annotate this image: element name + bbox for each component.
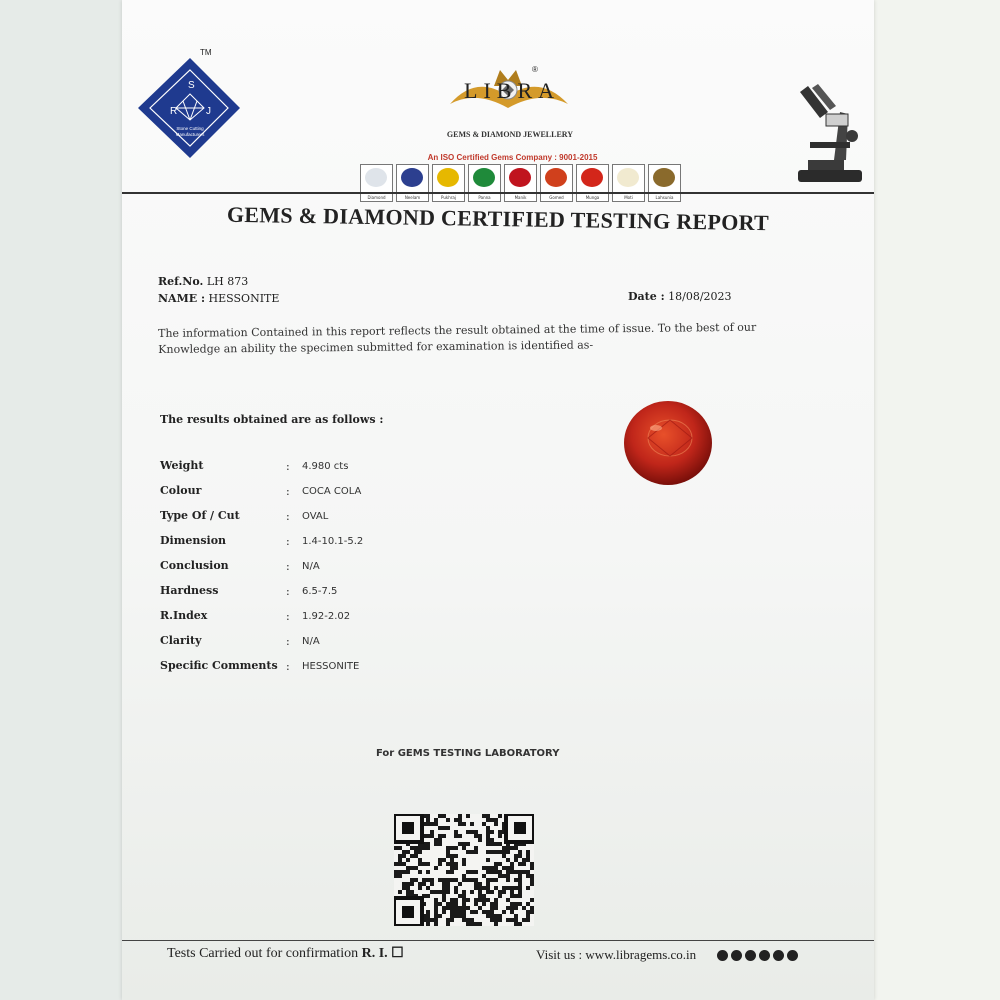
youtube-icon[interactable]	[773, 950, 784, 961]
brand-name: LIBRA	[464, 78, 560, 103]
gem-icon	[617, 168, 639, 187]
background-left	[0, 0, 122, 1000]
name-line	[158, 292, 279, 305]
result-label: Colour	[160, 484, 202, 497]
gem-cell	[648, 164, 681, 202]
gem-name: Gomed	[549, 195, 564, 200]
result-colon: :	[286, 660, 290, 673]
header-divider	[122, 192, 874, 194]
report-title: GEMS & DIAMOND CERTIFIED TESTING REPORT	[226, 201, 770, 236]
result-label: Specific Comments	[160, 659, 278, 672]
qr-code	[394, 814, 534, 926]
tests-mark: R. I. ☐	[361, 946, 404, 961]
result-label: Type Of / Cut	[160, 509, 240, 522]
microscope-icon	[790, 84, 870, 188]
result-colon: :	[286, 610, 290, 623]
gem-icon	[581, 168, 603, 187]
footer-tests	[167, 945, 404, 962]
gem-icon	[545, 168, 567, 187]
result-label: Weight	[160, 459, 204, 472]
svg-text:R: R	[170, 106, 178, 117]
gem-icon	[509, 168, 531, 187]
lab-signature: For GEMS TESTING LABORATORY	[376, 748, 560, 759]
gem-cell	[468, 164, 501, 202]
gem-strip	[360, 164, 681, 202]
gem-cell	[540, 164, 573, 202]
result-value: 6.5-7.5	[302, 586, 338, 597]
gem-name: Lahsunia	[655, 195, 674, 200]
gem-cell	[396, 164, 429, 202]
gem-icon	[437, 168, 459, 187]
ref-number	[158, 275, 248, 288]
result-colon: :	[286, 460, 290, 473]
svg-text:J: J	[206, 106, 211, 117]
result-colon: :	[286, 635, 290, 648]
result-colon: :	[286, 560, 290, 573]
srj-logo	[136, 56, 244, 160]
gem-icon	[653, 168, 675, 187]
iso-certification: An ISO Certified Gems Company : 9001-2015	[427, 153, 598, 162]
gem-name: Pukhraj	[441, 195, 456, 200]
result-label: Conclusion	[160, 559, 229, 572]
result-value: HESSONITE	[302, 661, 360, 672]
result-colon: :	[286, 510, 290, 523]
registered-mark: ®	[532, 65, 538, 74]
result-colon: :	[286, 585, 290, 598]
name-value: HESSONITE	[208, 292, 280, 305]
ref-value: LH 873	[206, 275, 249, 288]
intro-line-2: Knowledge an ability the specimen submitted for examination is identified as-	[158, 338, 594, 356]
twitter-icon[interactable]	[745, 950, 756, 961]
result-value: N/A	[302, 561, 320, 572]
gem-cell	[504, 164, 537, 202]
gem-icon	[401, 168, 423, 187]
gem-icon	[473, 168, 495, 187]
trademark-mark: TM	[200, 48, 212, 57]
name-label: NAME :	[158, 292, 206, 305]
gem-name: Munga	[585, 195, 600, 200]
result-label: Clarity	[160, 634, 202, 647]
gem-cell	[432, 164, 465, 202]
intro-line-1: The information Contained in this report reflects the result obtained at the time of issue. To the best of our	[158, 320, 757, 340]
result-colon: :	[286, 485, 290, 498]
instagram-icon[interactable]	[759, 950, 770, 961]
email-icon[interactable]	[787, 950, 798, 961]
date-label: Date :	[628, 290, 665, 303]
gem-name: Neelam	[404, 195, 421, 200]
gem-name: Diamond	[367, 195, 386, 200]
result-value: N/A	[302, 636, 320, 647]
background-right	[872, 0, 1000, 1000]
gem-cell	[360, 164, 393, 202]
result-value: 1.4-10.1-5.2	[302, 536, 364, 547]
gem-cell	[612, 164, 645, 202]
hessonite-stone-image	[622, 398, 716, 488]
result-value: 1.92-2.02	[302, 611, 351, 622]
result-label: Hardness	[160, 584, 219, 597]
svg-text:Stone Cutting: Stone Cutting	[176, 126, 204, 131]
result-value: COCA COLA	[302, 486, 362, 497]
gem-icon	[365, 168, 387, 187]
result-label: R.Index	[160, 609, 208, 622]
tests-text: Tests Carried out for confirmation	[167, 946, 359, 961]
gem-name: Manik	[514, 195, 527, 200]
footer-visit[interactable]: Visit us : www.libragems.co.in	[536, 947, 697, 962]
date-value: 18/08/2023	[668, 290, 732, 303]
intro-paragraph	[158, 320, 758, 358]
date-line	[628, 290, 732, 303]
gem-cell	[576, 164, 609, 202]
gem-name: Panna	[478, 195, 491, 200]
footer-divider	[122, 940, 874, 941]
result-value: OVAL	[302, 511, 329, 522]
result-value: 4.980 cts	[302, 461, 349, 472]
ref-label: Ref.No.	[158, 275, 204, 288]
whatsapp-icon[interactable]	[731, 950, 742, 961]
results-heading: The results obtained are as follows :	[160, 413, 384, 426]
gem-name: Moti	[624, 195, 633, 200]
result-colon: :	[286, 535, 290, 548]
svg-text:Manufacturers: Manufacturers	[175, 132, 205, 137]
brand-subtitle: GEMS & DIAMOND JEWELLERY	[446, 130, 574, 139]
svg-text:S: S	[188, 80, 195, 91]
facebook-icon[interactable]	[717, 950, 728, 961]
result-label: Dimension	[160, 534, 227, 547]
